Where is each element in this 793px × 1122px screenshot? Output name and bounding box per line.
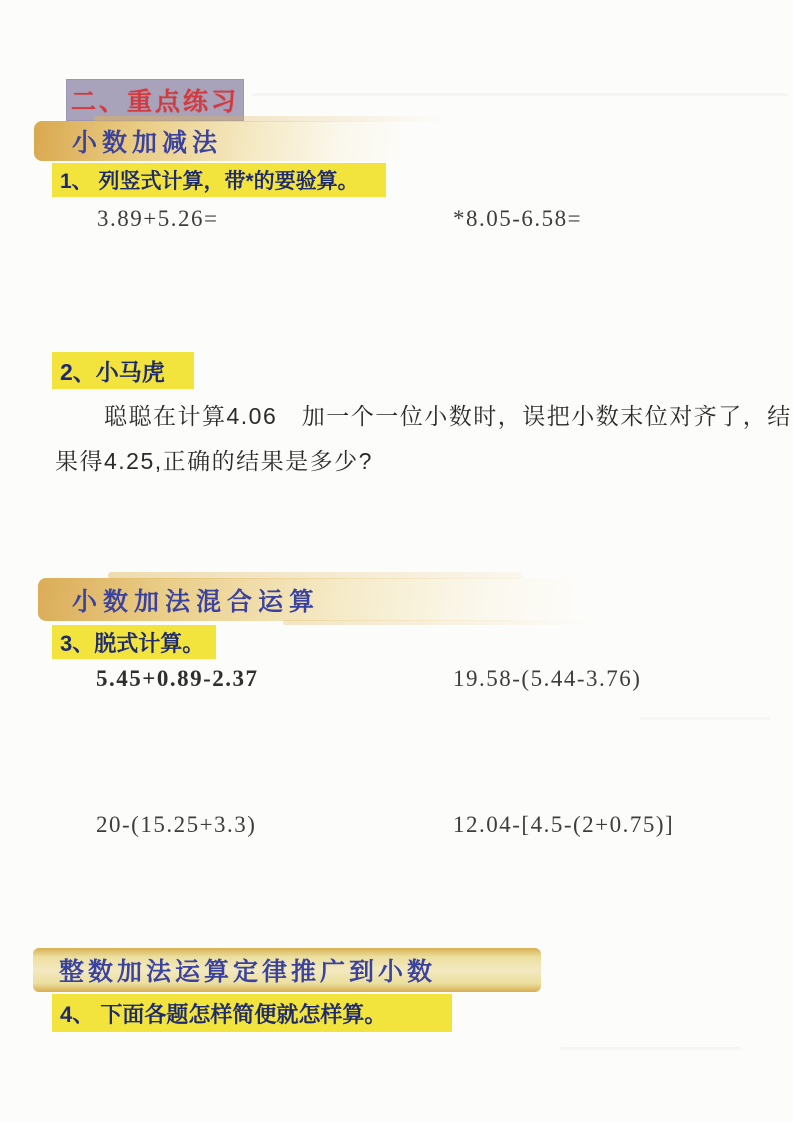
topic-header-label: 小数加减法 [72, 129, 223, 157]
photo-artifact-line [640, 717, 770, 720]
task2-paragraph-line2: 果得4.25,正确的结果是多少? [55, 448, 373, 474]
section-title: 二、重点练习 [70, 88, 239, 116]
task3-problem-3: 20-(15.25+3.3) [96, 812, 257, 837]
task1-problem-1: 3.89+5.26= [97, 206, 219, 231]
topic-header-label: 小数加法混合运算 [72, 587, 321, 616]
section-title-box [66, 79, 244, 121]
task3-problem-2: 19.58-(5.44-3.76) [453, 666, 642, 691]
task2-label: 2、小马虎 [60, 359, 165, 385]
task1-problem-2: *8.05-6.58= [453, 206, 583, 231]
task1-label: 1、 列竖式计算，带*的要验算。 [60, 170, 359, 193]
photo-artifact-line [560, 1047, 740, 1050]
task3-label-highlight [52, 625, 216, 659]
task3-problem-1: 5.45+0.89-2.37 [96, 666, 259, 691]
task3-label: 3、脱式计算。 [60, 630, 205, 656]
task3-problem-4: 12.04-[4.5-(2+0.75)] [453, 812, 675, 837]
task4-label: 4、 下面各题怎样简便就怎样算。 [60, 1001, 387, 1027]
task2-label-highlight [52, 352, 194, 389]
photo-artifact-line [252, 93, 788, 96]
topic-header-label: 整数加法运算定律推广到小数 [59, 958, 437, 986]
topic-header-mixed-operations [38, 578, 583, 621]
topic-header-decimal-add-sub [34, 121, 406, 161]
task2-paragraph-line1: 聪聪在计算4.06 加一个一位小数时，误把小数末位对齐了，结 [104, 403, 792, 429]
task4-label-highlight [52, 994, 452, 1032]
topic-header-addition-laws [33, 948, 541, 992]
task1-label-highlight [52, 163, 386, 197]
